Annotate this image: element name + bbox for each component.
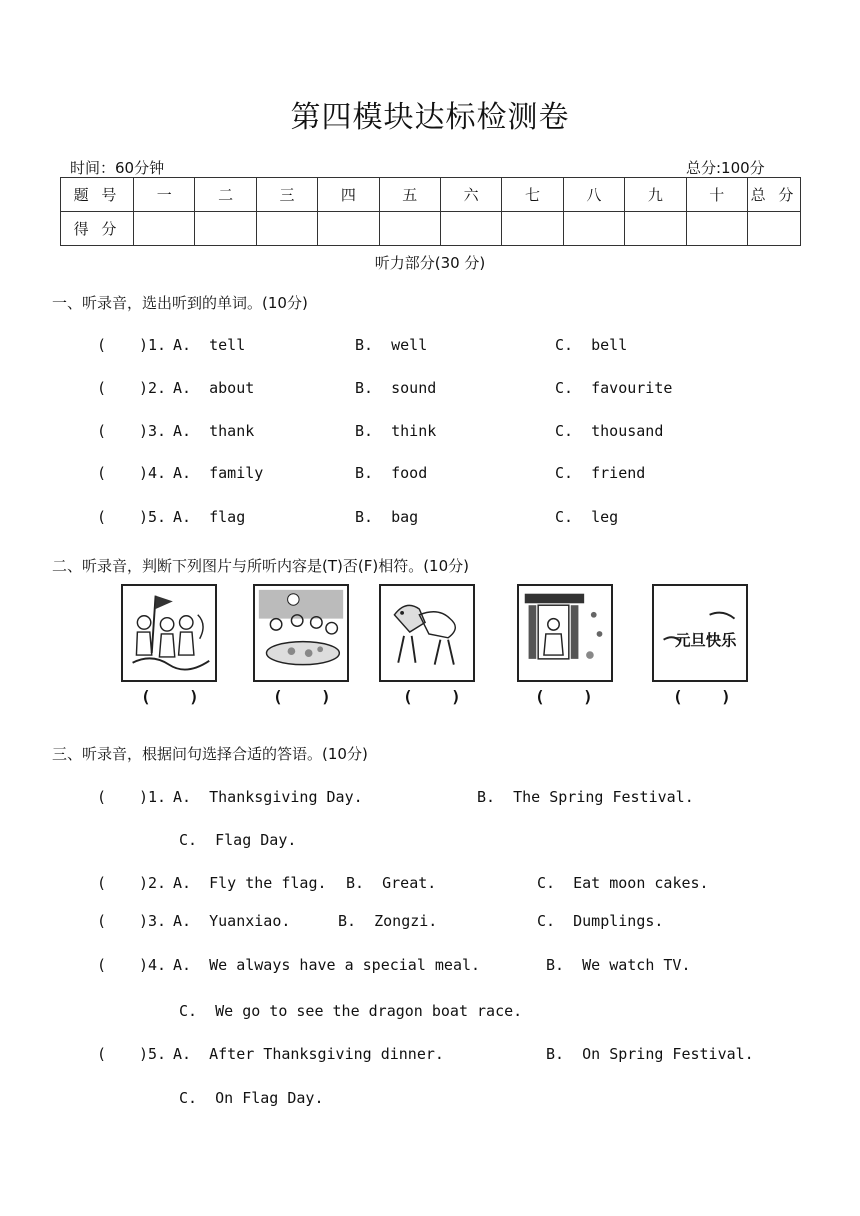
question-number: )5. [139,508,167,526]
option-a: A. Fly the flag. [173,874,327,892]
col-10: 十 [686,178,747,212]
option-c: C. On Flag Day. [179,1089,324,1107]
option-b: B. We watch TV. [546,956,691,974]
col-9: 九 [625,178,686,212]
answer-paren[interactable]: ( [97,956,107,974]
score-cell[interactable] [440,212,501,246]
score-cell[interactable] [379,212,440,246]
question-number: )3. [139,912,167,930]
col-1: 一 [134,178,195,212]
option-a: A. family [173,464,264,482]
option-a: A. tell [173,336,246,354]
answer-paren[interactable]: ( [97,336,107,354]
option-c: C. leg [555,508,619,526]
option-b: B. food [355,464,428,482]
option-c: C. favourite [555,379,673,397]
col-4: 四 [318,178,379,212]
col-8: 八 [563,178,624,212]
dragon-dance-picture [379,584,475,682]
score-cell[interactable] [134,212,195,246]
score-cell[interactable] [625,212,686,246]
greeting-caption: 元旦快乐 [675,631,737,650]
option-c: C. We go to see the dragon boat race. [179,1002,523,1020]
option-a: A. After Thanksgiving dinner. [173,1045,444,1063]
answer-paren[interactable]: ( [97,912,107,930]
score-cell[interactable] [502,212,563,246]
new-year-greeting-picture [652,584,748,682]
col-total: 总 分 [748,178,801,212]
option-b: B. think [355,422,437,440]
score-table-score-row [61,212,801,246]
option-a: A. We always have a special meal. [173,956,481,974]
answer-paren[interactable]: ( [97,508,107,526]
option-b: B. On Spring Festival. [546,1045,754,1063]
col-3: 三 [256,178,317,212]
row-head-question: 题 号 [61,178,134,212]
listening-part-title: 听力部分(30 分) [374,254,486,272]
option-b: B. sound [355,379,437,397]
question-number: )5. [139,1045,167,1063]
answer-paren[interactable]: ( [97,788,107,806]
page-title: 第四模块达标检测卷 [290,100,570,135]
option-c: C. Eat moon cakes. [537,874,709,892]
col-2: 二 [195,178,256,212]
score-cell[interactable] [686,212,747,246]
spring-festival-door-picture [517,584,613,682]
option-a: A. thank [173,422,255,440]
section-1-heading: 一、听录音，选出听到的单词。(10分) [52,294,308,312]
option-c: C. friend [555,464,646,482]
tf-answer-blank-5[interactable]: ( ) [673,687,731,706]
option-c: C. thousand [555,422,664,440]
answer-paren[interactable]: ( [97,1045,107,1063]
option-b: B. The Spring Festival. [477,788,694,806]
row-head-score: 得 分 [61,212,134,246]
score-cell[interactable] [195,212,256,246]
option-a: A. flag [173,508,246,526]
section-3-heading: 三、听录音，根据问句选择合适的答语。(10分) [52,745,368,763]
option-a: A. Thanksgiving Day. [173,788,363,806]
answer-paren[interactable]: ( [97,464,107,482]
answer-paren[interactable]: ( [97,422,107,440]
section-2-heading: 二、听录音，判断下列图片与所听内容是(T)否(F)相符。(10分) [52,557,469,575]
col-7: 七 [502,178,563,212]
tf-answer-blank-1[interactable]: ( ) [141,687,199,706]
question-number: )2. [139,874,167,892]
option-a: A. about [173,379,255,397]
score-table-header-row [61,178,801,212]
col-6: 六 [440,178,501,212]
option-a: A. Yuanxiao. [173,912,291,930]
children-with-flag-picture [121,584,217,682]
option-b: B. Great. [346,874,437,892]
score-cell[interactable] [318,212,379,246]
score-cell-total[interactable] [748,212,801,246]
answer-paren[interactable]: ( [97,379,107,397]
question-number: )2. [139,379,167,397]
option-c: C. Dumplings. [537,912,664,930]
question-number: )3. [139,422,167,440]
tf-answer-blank-4[interactable]: ( ) [535,687,593,706]
option-b: B. bag [355,508,419,526]
score-table [60,177,801,246]
score-cell[interactable] [256,212,317,246]
tf-answer-blank-2[interactable]: ( ) [273,687,331,706]
score-label: 总分:100分 [686,159,765,177]
answer-paren[interactable]: ( [97,874,107,892]
option-b: B. well [355,336,428,354]
question-number: )1. [139,336,167,354]
score-cell[interactable] [563,212,624,246]
option-b: B. Zongzi. [338,912,438,930]
family-dinner-picture [253,584,349,682]
tf-answer-blank-3[interactable]: ( ) [403,687,461,706]
option-c: C. bell [555,336,628,354]
time-label: 时间：60分钟 [70,159,165,177]
question-number: )1. [139,788,167,806]
option-c: C. Flag Day. [179,831,297,849]
col-5: 五 [379,178,440,212]
question-number: )4. [139,956,167,974]
question-number: )4. [139,464,167,482]
